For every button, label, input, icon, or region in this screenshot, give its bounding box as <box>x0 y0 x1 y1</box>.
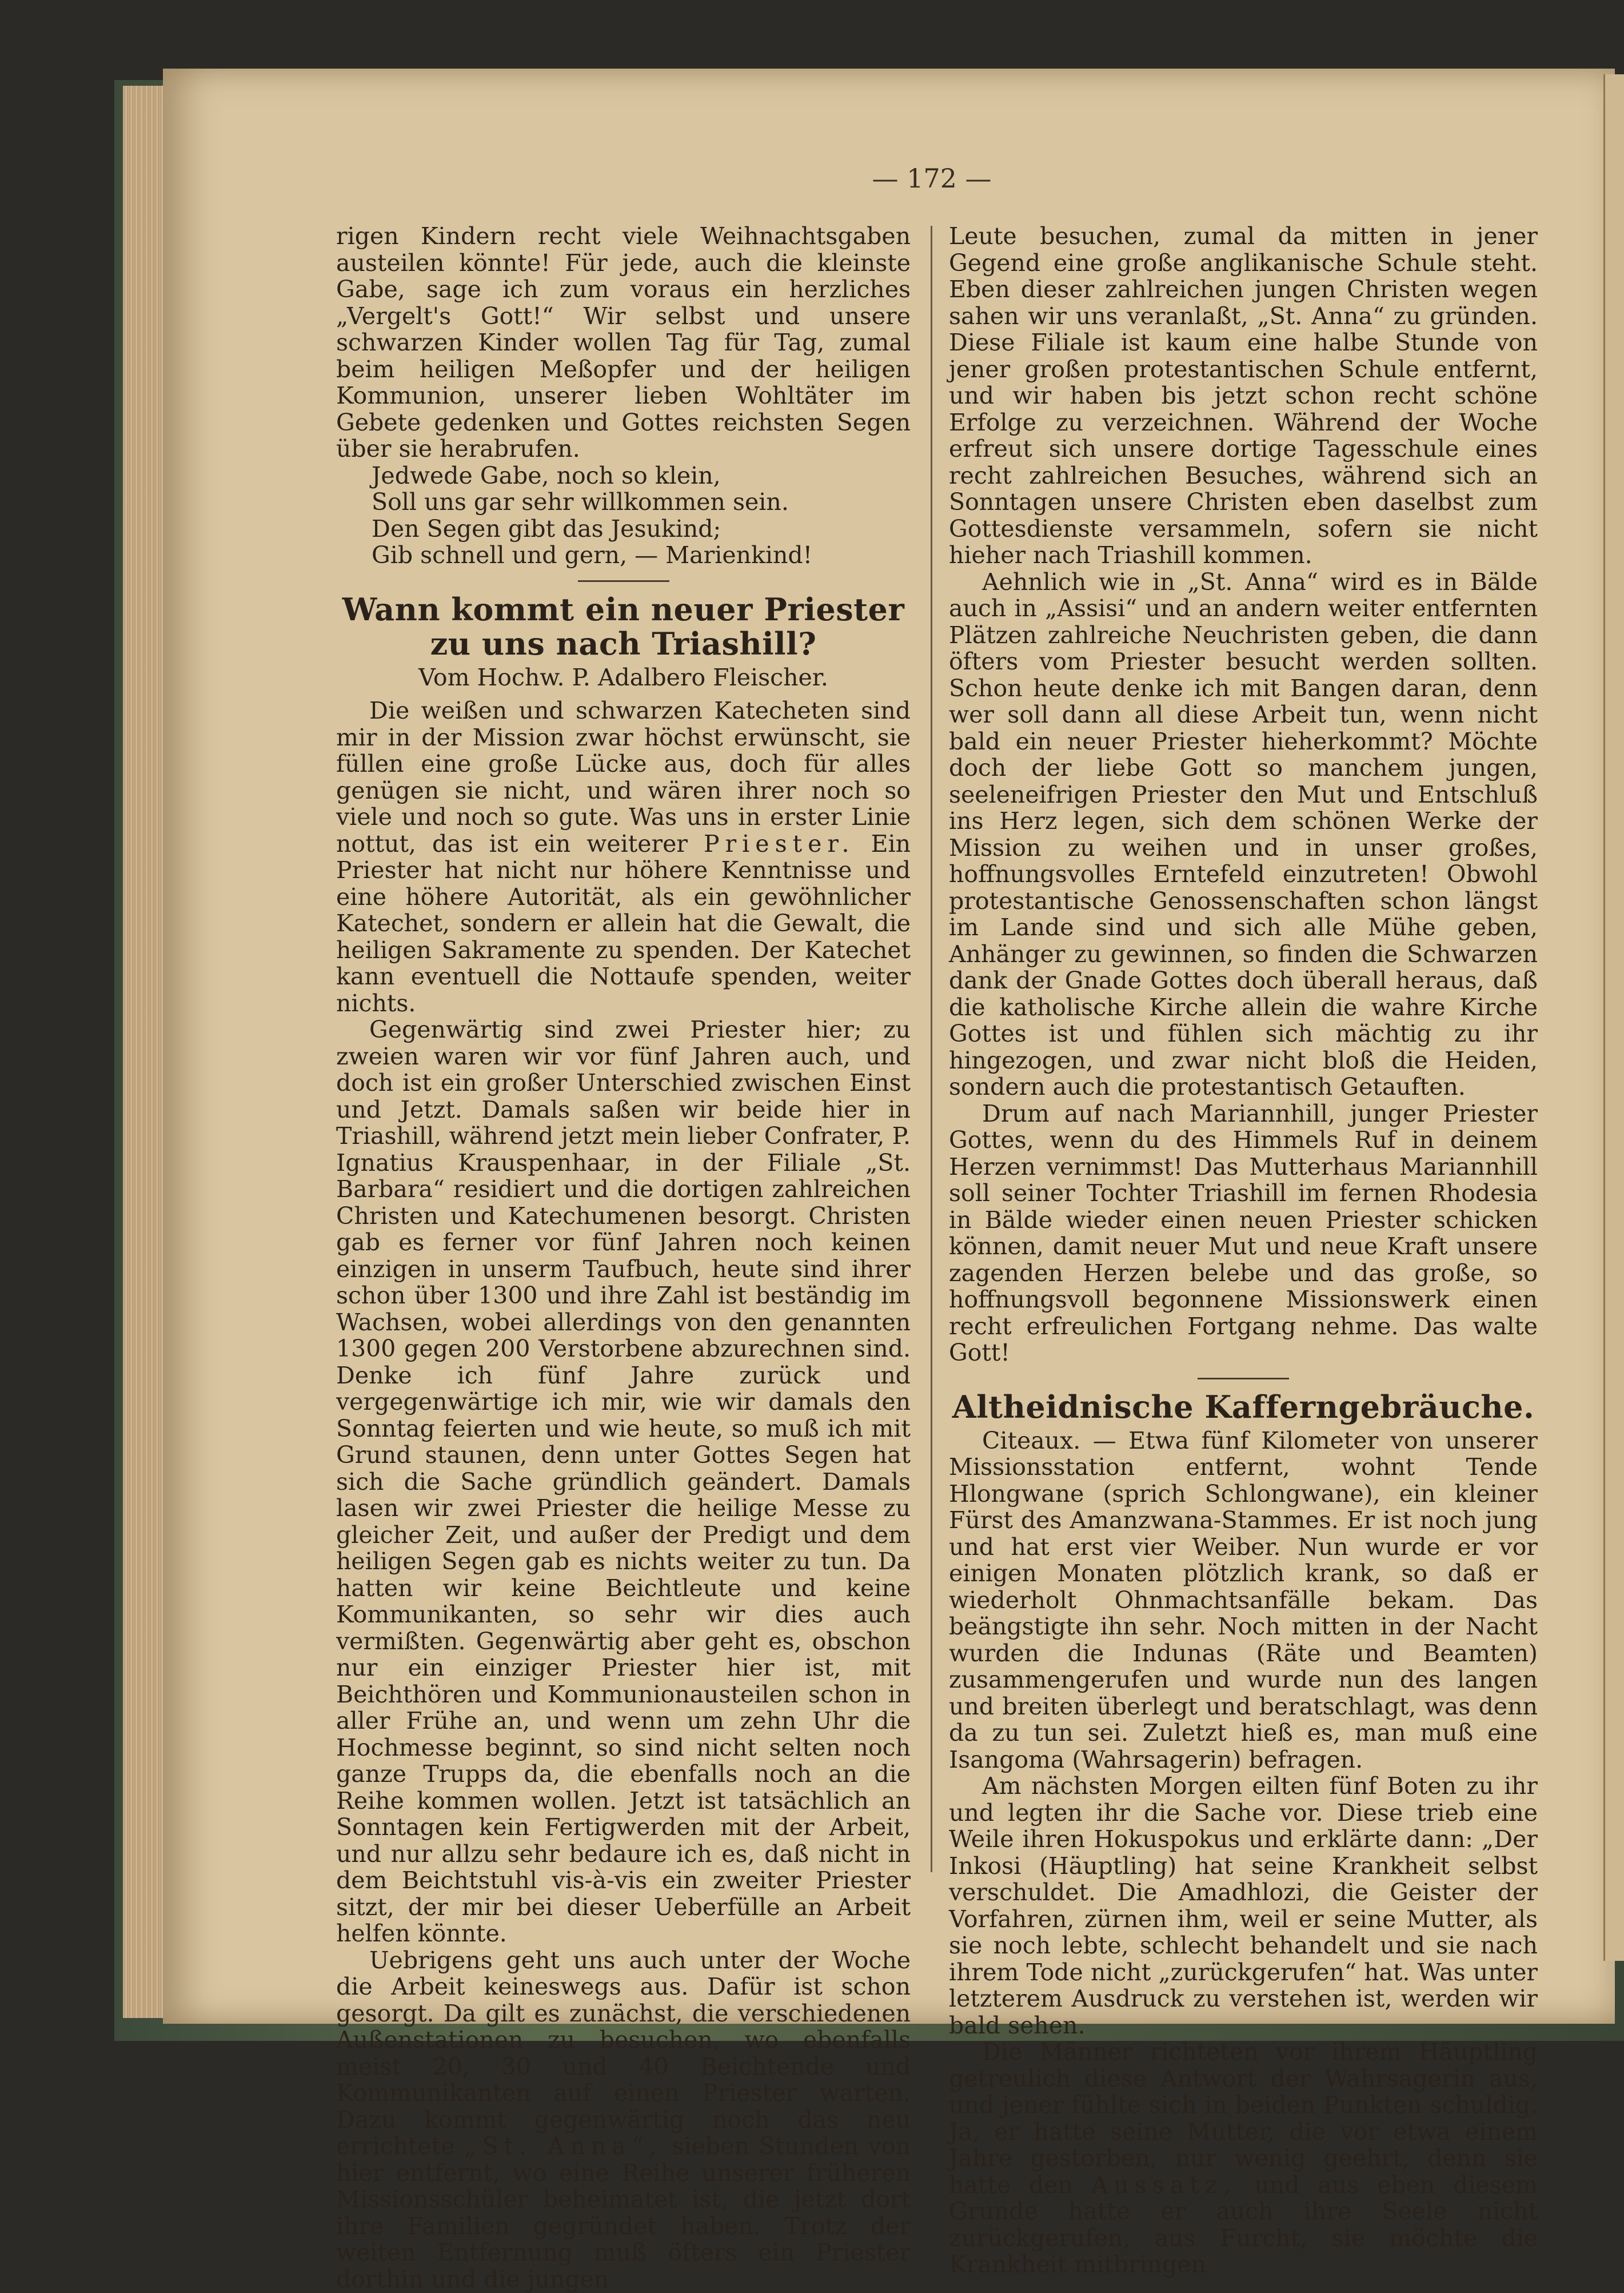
verse-line: Jedwede Gabe, noch so klein, <box>372 461 721 489</box>
paragraph: Am nächsten Morgen eilten fünf Boten zu ihr und legten ihr die Sache vor. Diese trieb eine Weile ihren Hokuspokus und erklärte dann: „Der Inkosi (Häuptling) hat seine Krankheit selbst verschuldet. Die Amadhlozi, die Geister der Vorfahren, zürnen ihm, weil er seine Mutter, als sie noch lebte, schlecht behandelt und sie nach ihrem Tode nicht „zurückgerufen“ hat. Was unter letzterem Ausdruck zu verstehen ist, werden wir bald sehen. <box>949 1772 1538 2039</box>
facing-page-edge <box>1603 74 1624 1961</box>
verse-line: Soll uns gar sehr willkommen sein. <box>372 488 789 516</box>
paragraph-text: Die weißen und schwarzen Katecheten sind mir in der Mission zwar höchst erwünscht, sie füllen eine große Lücke aus, doch für alles genügen sie nicht, und wären ihrer noch so viele und noch so gute. Was uns in erster Linie nottut, das ist ein weiterer <box>336 697 911 858</box>
paragraph: Leute besuchen, zumal da mitten in jener Gegend eine große anglikanische Schule steht. Eben dieser zahlreichen jungen Christen wegen sahen wir uns veranlaßt, „St. Anna“ zu gründen. Diese Filiale ist kaum eine halbe Stunde von jener großen protestantischen Schule entfernt, und wir haben bis jetzt schon recht schöne Erfolge zu verzeichnen. Während der Woche erfreut sich unsere dortige Tagesschule eines recht zahlreichen Besuches, während sich an Sonntagen unsere Christen eben daselbst zum Gottesdienste versammeln, sofern sie nicht hieher nach Triashill kommen. <box>949 222 1538 569</box>
emphasis-text: Aussatz, <box>1091 2171 1236 2199</box>
paragraph <box>949 2039 1538 2278</box>
verse-line: Den Segen gibt das Jesukind; <box>372 515 721 543</box>
emphasis-text: Priester. <box>704 830 855 858</box>
paragraph: Citeaux. — Etwa fünf Kilometer von unserer Missionsstation entfernt, wohnt Tende Hlongwane (sprich Schlongwane), ein kleiner Fürst des Amanzwana-Stammes. Er ist noch jung und hat erst vier Weiber. Nun wurde er vor einigen Monaten plötzlich krank, so daß er wiederholt Ohnmachtsanfälle bekam. Das beängstigte ihn sehr. Noch mitten in der Nacht wurden die Indunas (Räte und Beamten) zusammengerufen und wurde nun des langen und breiten überlegt und beratschlagt, was denn da zu tun sei. Zuletzt hieß es, man muß eine Isangoma (Wahrsagerin) befragen. <box>949 1426 1538 1773</box>
paragraph-text: sieben Stunden von hier entfernt, wo eine Reihe unserer früheren Missionsschüler beheimatet ist, die jetzt dort ihre Familien gegründet haben. Trotz der weiten Entfernung muß öfters ein Priester dorthin und die jungen <box>336 2132 911 2293</box>
intro-paragraph: rigen Kindern recht viele Weihnachtsgaben austeilen könnte! Für jede, auch die kleinste Gabe, sage ich zum voraus ein herzliches „Vergelt's Gott!“ Wir selbst und unsere schwarzen Kinder wollen Tag für Tag, zumal beim heiligen Meßopfer und der heiligen Kommunion, unserer lieben Wohltäter im Gebete gedenken und Gottes reichsten Segen über sie herabrufen. <box>336 222 911 462</box>
verse <box>372 462 911 569</box>
paragraph: Drum auf nach Mariannhill, junger Priester Gottes, wenn du des Himmels Ruf in deinem Herzen vernimmst! Das Mutterhaus Mariannhill soll seiner Tochter Triashill im fernen Rhodesia in Bälde wieder einen neuen Priester schicken können, damit neuer Mut und neue Kraft unsere zagenden Herzen belebe und das große, so hoffnungsvoll begonnene Missionswerk einen recht erfreulichen Fortgang nehme. Das walte Gott! <box>949 1099 1538 1366</box>
verse-line: Gib schnell und gern, — Marienkind! <box>372 541 813 569</box>
paragraph-text: Uebrigens geht uns auch unter der Woche die Arbeit keineswegs aus. Dafür ist schon gesorgt. Da gilt es zunächst, die verschiedenen Außenstationen zu besuchen, wo ebenfalls meist 20, 30 und 40 Beichtende und Kommunikanten auf einen Priester warten. Dazu kommt gegenwärtig noch das neu errichtete <box>336 1946 911 2160</box>
paragraph-text: und aus eben diesem Grunde hatte er auch ihre Seele nicht zurückgerufen, aus Furcht, sie möchte die Krankheit mitbringen <box>949 2171 1538 2278</box>
right-column <box>949 222 1538 2278</box>
paragraph: Aehnlich wie in „St. Anna“ wird es in Bälde auch in „Assisi“ und an andern weiter entfernten Plätzen zahlreiche Neuchristen geben, die dann öfters vom Priester besucht werden sollten. Schon heute denke ich mit Bangen daran, denn wer soll dann all diese Arbeit tun, wenn nicht bald ein neuer Priester hieherkommt? Möchte doch der liebe Gott so manchem jungen, seeleneifrigen Priester den Mut und Entschluß ins Herz legen, sich dem schönen Werke der Mission zu weihen und in unser großes, hoffnungsvolles Erntefeld einzutreten! Obwohl protestantische Genossenschaften schon längst im Lande sind und sich alle Mühe geben, Anhänger zu gewinnen, so finden die Schwarzen dank der Gnade Gottes doch überall heraus, daß die katholische Kirche allein die wahre Kirche Gottes ist und fühlen sich mächtig zu ihr hingezogen, und zwar nicht bloß die Heiden, sondern auch die protestantisch Getauften. <box>949 568 1538 1100</box>
paragraph: Gegenwärtig sind zwei Priester hier; zu zweien waren wir vor fünf Jahren auch, und doch ist ein großer Unterschied zwischen Einst und Jetzt. Damals saßen wir beide hier in Triashill, während jetzt mein lieber Confrater, P. Ignatius Krauspenhaar, in der Filiale „St. Barbara“ residiert und die dortigen zahlreichen Christen und Katechumenen besorgt. Christen gab es ferner vor fünf Jahren noch keinen einzigen in unserm Taufbuch, heute sind ihrer schon über 1300 und ihre Zahl ist beständig im Wachsen, wobei allerdings von den genannten 1300 gegen 200 Verstorbene abzurechnen sind. Denke ich fünf Jahre zurück und vergegenwärtige ich mir, wie wir damals den Sonntag feierten und wie heute, so muß ich mit Grund staunen, denn unter Gottes Segen hat sich die Sache gründlich geändert. Damals lasen wir zwei Priester die heilige Messe zu gleicher Zeit, und außer der Predigt und dem heiligen Segen gab es nichts weiter zu tun. Da hatten wir keine Beichtleute und keine Kommunikanten, so sehr wir dies auch vermißten. Gegenwärtig aber geht es, obschon nur ein einziger Priester hier ist, mit Beichthören und Kommunionausteilen schon in aller Frühe an, und wenn um zehn Uhr die Hochmesse beginnt, so sind nicht selten noch ganze Trupps da, die ebenfalls noch an die Reihe kommen wollen. Jetzt ist tatsächlich an Sonntagen kein Fertigwerden mit der Arbeit, und nur allzu sehr bedaure ich es, daß nicht in dem Beichtstuhl vis-à-vis ein zweiter Priester sitzt, der mir bei dieser Ueberfülle an Arbeit helfen könnte. <box>336 1016 911 1947</box>
emphasis-text: „St. Anna“, <box>464 2132 663 2160</box>
paragraph-text: Ein Priester hat nicht nur höhere Kenntnisse und eine höhere Autorität, als ein gewöhnlicher Katechet, sondern er allein hat die Gewalt, die heiligen Sakramente zu spenden. Der Katechet kann eventuell die Nottaufe spenden, weiter nichts. <box>336 830 911 1017</box>
article-title: Wann kommt ein neuer Priester zu uns nach Triashill? <box>342 591 905 662</box>
paragraph-text: Die Männer richteten vor ihrem Häuptling getreulich diese Antwort der Wahrsagerin aus, und jener fühlte sich in beiden Punkten schuldig. Ja, er hatte seine Mutter, die vor etwa einem Jahre gestorben, nur wenig geehrt, denn sie hatte den <box>949 2038 1538 2199</box>
paragraph <box>336 697 911 1016</box>
article-byline: Vom Hochw. P. Adalbero Fleischer. <box>418 663 828 691</box>
left-column <box>336 222 911 2293</box>
paragraph <box>336 1947 911 2293</box>
section-rule <box>578 580 669 582</box>
article-title: Altheidnische Kafferngebräuche. <box>952 1388 1535 1425</box>
page-number: — 172 — <box>872 163 992 194</box>
section-rule <box>1198 1378 1289 1379</box>
column-divider <box>931 226 932 1872</box>
